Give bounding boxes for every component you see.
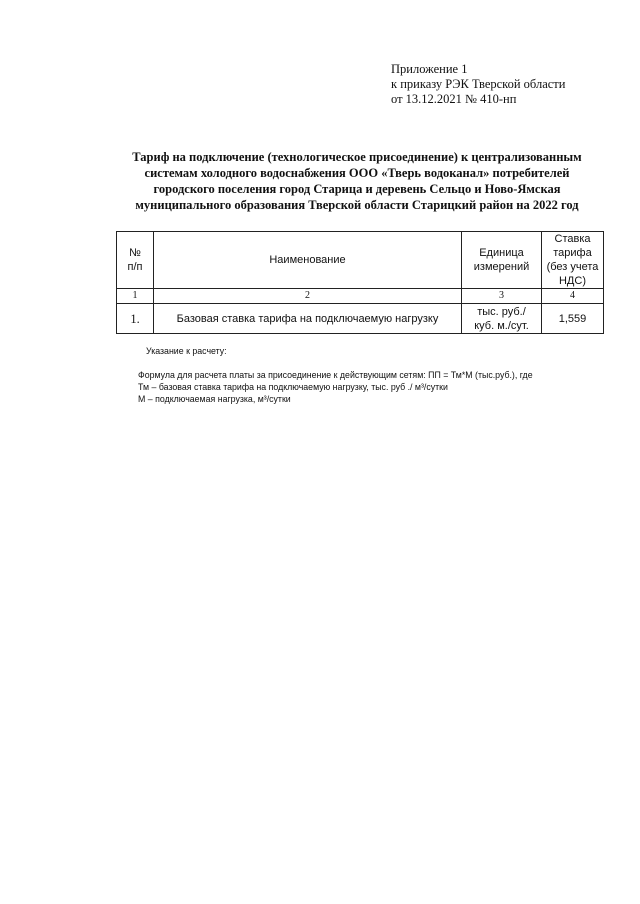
document-title	[110, 149, 604, 213]
header-name: Наименование	[154, 232, 462, 289]
header-rate-line-3: (без учета	[546, 261, 599, 273]
header-unit	[462, 232, 542, 289]
header-number	[117, 232, 154, 289]
header-rate	[542, 232, 604, 289]
appendix-reference	[391, 62, 565, 107]
title-line-1: Тариф на подключение (технологическое присоединение) к централизованным	[132, 150, 582, 164]
header-unit-line-1: Единица	[479, 247, 524, 259]
header-rate-line-2: тарифа	[553, 247, 592, 259]
index-cell-3: 3	[462, 289, 542, 304]
row-unit-line-2: куб. м./сут.	[474, 319, 529, 332]
header-number-line-1: №	[129, 247, 141, 259]
header-rate-line-1: Ставка	[554, 233, 591, 245]
appendix-line-2: к приказу РЭК Тверской области	[391, 77, 566, 91]
index-cell-4: 4	[542, 289, 604, 304]
row-name: Базовая ставка тарифа на подключаемую нагрузку	[154, 304, 462, 334]
formula-line: Формула для расчета платы за присоединение к действующим сетям: ПП = Тм*М (тыс.руб.), где	[138, 370, 533, 380]
row-number: 1.	[117, 304, 154, 334]
row-unit	[462, 304, 542, 334]
header-unit-line-2: измерений	[473, 261, 530, 273]
index-cell-2: 2	[154, 289, 462, 304]
tariff-table	[116, 231, 604, 334]
tm-definition: Тм – базовая ставка тарифа на подключаемую нагрузку, тыс. руб ./ м³/сутки	[138, 382, 448, 392]
table-row	[117, 304, 604, 334]
calculation-note-label: Указание к расчету:	[146, 346, 227, 356]
appendix-line-3: от 13.12.2021 № 410-нп	[391, 92, 517, 106]
index-cell-1: 1	[117, 289, 154, 304]
calculation-formula-block	[138, 369, 533, 405]
appendix-line-1: Приложение 1	[391, 62, 468, 76]
header-number-line-2: п/п	[127, 261, 143, 273]
title-line-3: городского поселения город Старица и деревень Сельцо и Ново-Ямская	[153, 182, 561, 196]
title-line-4: муниципального образования Тверской области Старицкий район на 2022 год	[135, 198, 579, 212]
header-rate-line-4: НДС)	[558, 275, 586, 287]
table-header-row	[117, 232, 604, 289]
row-rate: 1,559	[542, 304, 604, 334]
m-definition: М – подключаемая нагрузка, м³/сутки	[138, 394, 291, 404]
table-index-row	[117, 289, 604, 304]
title-line-2: системам холодного водоснабжения ООО «Тверь водоканал» потребителей	[144, 166, 570, 180]
row-unit-line-1: тыс. руб./	[477, 305, 526, 318]
